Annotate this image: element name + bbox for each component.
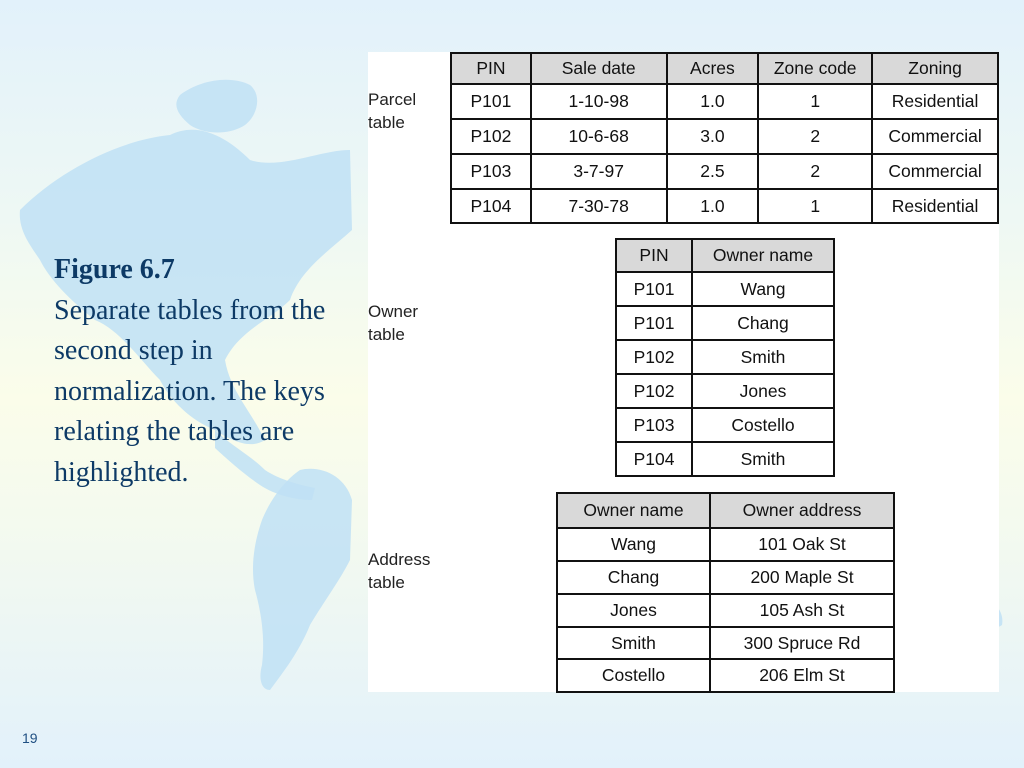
parcel-header-row (451, 53, 998, 84)
table-cell: 1 (758, 189, 872, 223)
table-cell: P103 (451, 154, 531, 189)
table-cell: Jones (557, 594, 710, 627)
owner-header-row (616, 239, 834, 272)
owner-table-label: Owner table (368, 302, 419, 344)
figure-caption-text: Separate tables from the second step in normalization. The keys relating the tables are highlighted. (54, 294, 326, 488)
figure-panel (368, 52, 999, 692)
table-cell: Wang (692, 272, 834, 306)
table-cell: Jones (692, 374, 834, 408)
table-cell: Commercial (872, 154, 998, 189)
table-cell: 1-10-98 (531, 84, 667, 119)
table-cell: Residential (872, 189, 998, 223)
figure-caption-block (54, 250, 354, 493)
parcel-header-pin: PIN (451, 53, 531, 84)
table-cell: 1 (758, 84, 872, 119)
table-cell: 1.0 (667, 84, 759, 119)
address-header-row (557, 493, 894, 528)
table-cell: Residential (872, 84, 998, 119)
south-america-shape (253, 469, 352, 690)
table-cell: 1.0 (667, 189, 759, 223)
table-row (557, 627, 894, 659)
table-cell: P102 (616, 374, 692, 408)
table-cell: Wang (557, 528, 710, 561)
table-row (616, 340, 834, 374)
table-cell: 2 (758, 119, 872, 154)
owner-table (615, 238, 835, 477)
slide-number: 19 (22, 730, 38, 746)
table-cell: Chang (557, 561, 710, 594)
table-row (616, 272, 834, 306)
table-cell: P104 (451, 189, 531, 223)
table-cell: P102 (451, 119, 531, 154)
table-cell: 200 Maple St (710, 561, 894, 594)
table-row (557, 561, 894, 594)
table-cell: Costello (692, 408, 834, 442)
table-row (557, 594, 894, 627)
table-cell: P103 (616, 408, 692, 442)
owner-header-pin: PIN (616, 239, 692, 272)
table-cell: 2 (758, 154, 872, 189)
table-cell: 300 Spruce Rd (710, 627, 894, 659)
table-cell: Commercial (872, 119, 998, 154)
table-row (451, 84, 998, 119)
table-cell: 101 Oak St (710, 528, 894, 561)
table-cell: 105 Ash St (710, 594, 894, 627)
table-row (451, 119, 998, 154)
table-cell: P101 (616, 306, 692, 340)
parcel-header-sale-date: Sale date (531, 53, 667, 84)
parcel-table (450, 52, 999, 224)
table-row (557, 528, 894, 561)
owner-header-owner-name: Owner name (692, 239, 834, 272)
table-cell: Costello (557, 659, 710, 692)
table-row (616, 374, 834, 408)
table-cell: 2.5 (667, 154, 759, 189)
table-cell: 3-7-97 (531, 154, 667, 189)
table-cell: Smith (692, 340, 834, 374)
table-cell: 3.0 (667, 119, 759, 154)
address-header-owner-address: Owner address (710, 493, 894, 528)
table-row (451, 189, 998, 223)
parcel-header-acres: Acres (667, 53, 759, 84)
table-cell: P102 (616, 340, 692, 374)
parcel-header-zoning: Zoning (872, 53, 998, 84)
greenland-shape (176, 80, 257, 133)
table-cell: Smith (692, 442, 834, 476)
address-table-label: Address table (368, 550, 431, 592)
table-row (557, 659, 894, 692)
table-cell: Chang (692, 306, 834, 340)
address-header-owner-name: Owner name (557, 493, 710, 528)
table-cell: P101 (451, 84, 531, 119)
table-cell: 206 Elm St (710, 659, 894, 692)
figure-title: Figure 6.7 (54, 254, 175, 285)
parcel-header-zone-code: Zone code (758, 53, 872, 84)
address-table (556, 492, 895, 693)
table-cell: Smith (557, 627, 710, 659)
table-row (451, 154, 998, 189)
table-row (616, 306, 834, 340)
table-cell: 7-30-78 (531, 189, 667, 223)
table-row (616, 408, 834, 442)
table-cell: 10-6-68 (531, 119, 667, 154)
table-row (616, 442, 834, 476)
table-cell: P101 (616, 272, 692, 306)
parcel-table-label: Parcel table (368, 90, 417, 132)
table-cell: P104 (616, 442, 692, 476)
